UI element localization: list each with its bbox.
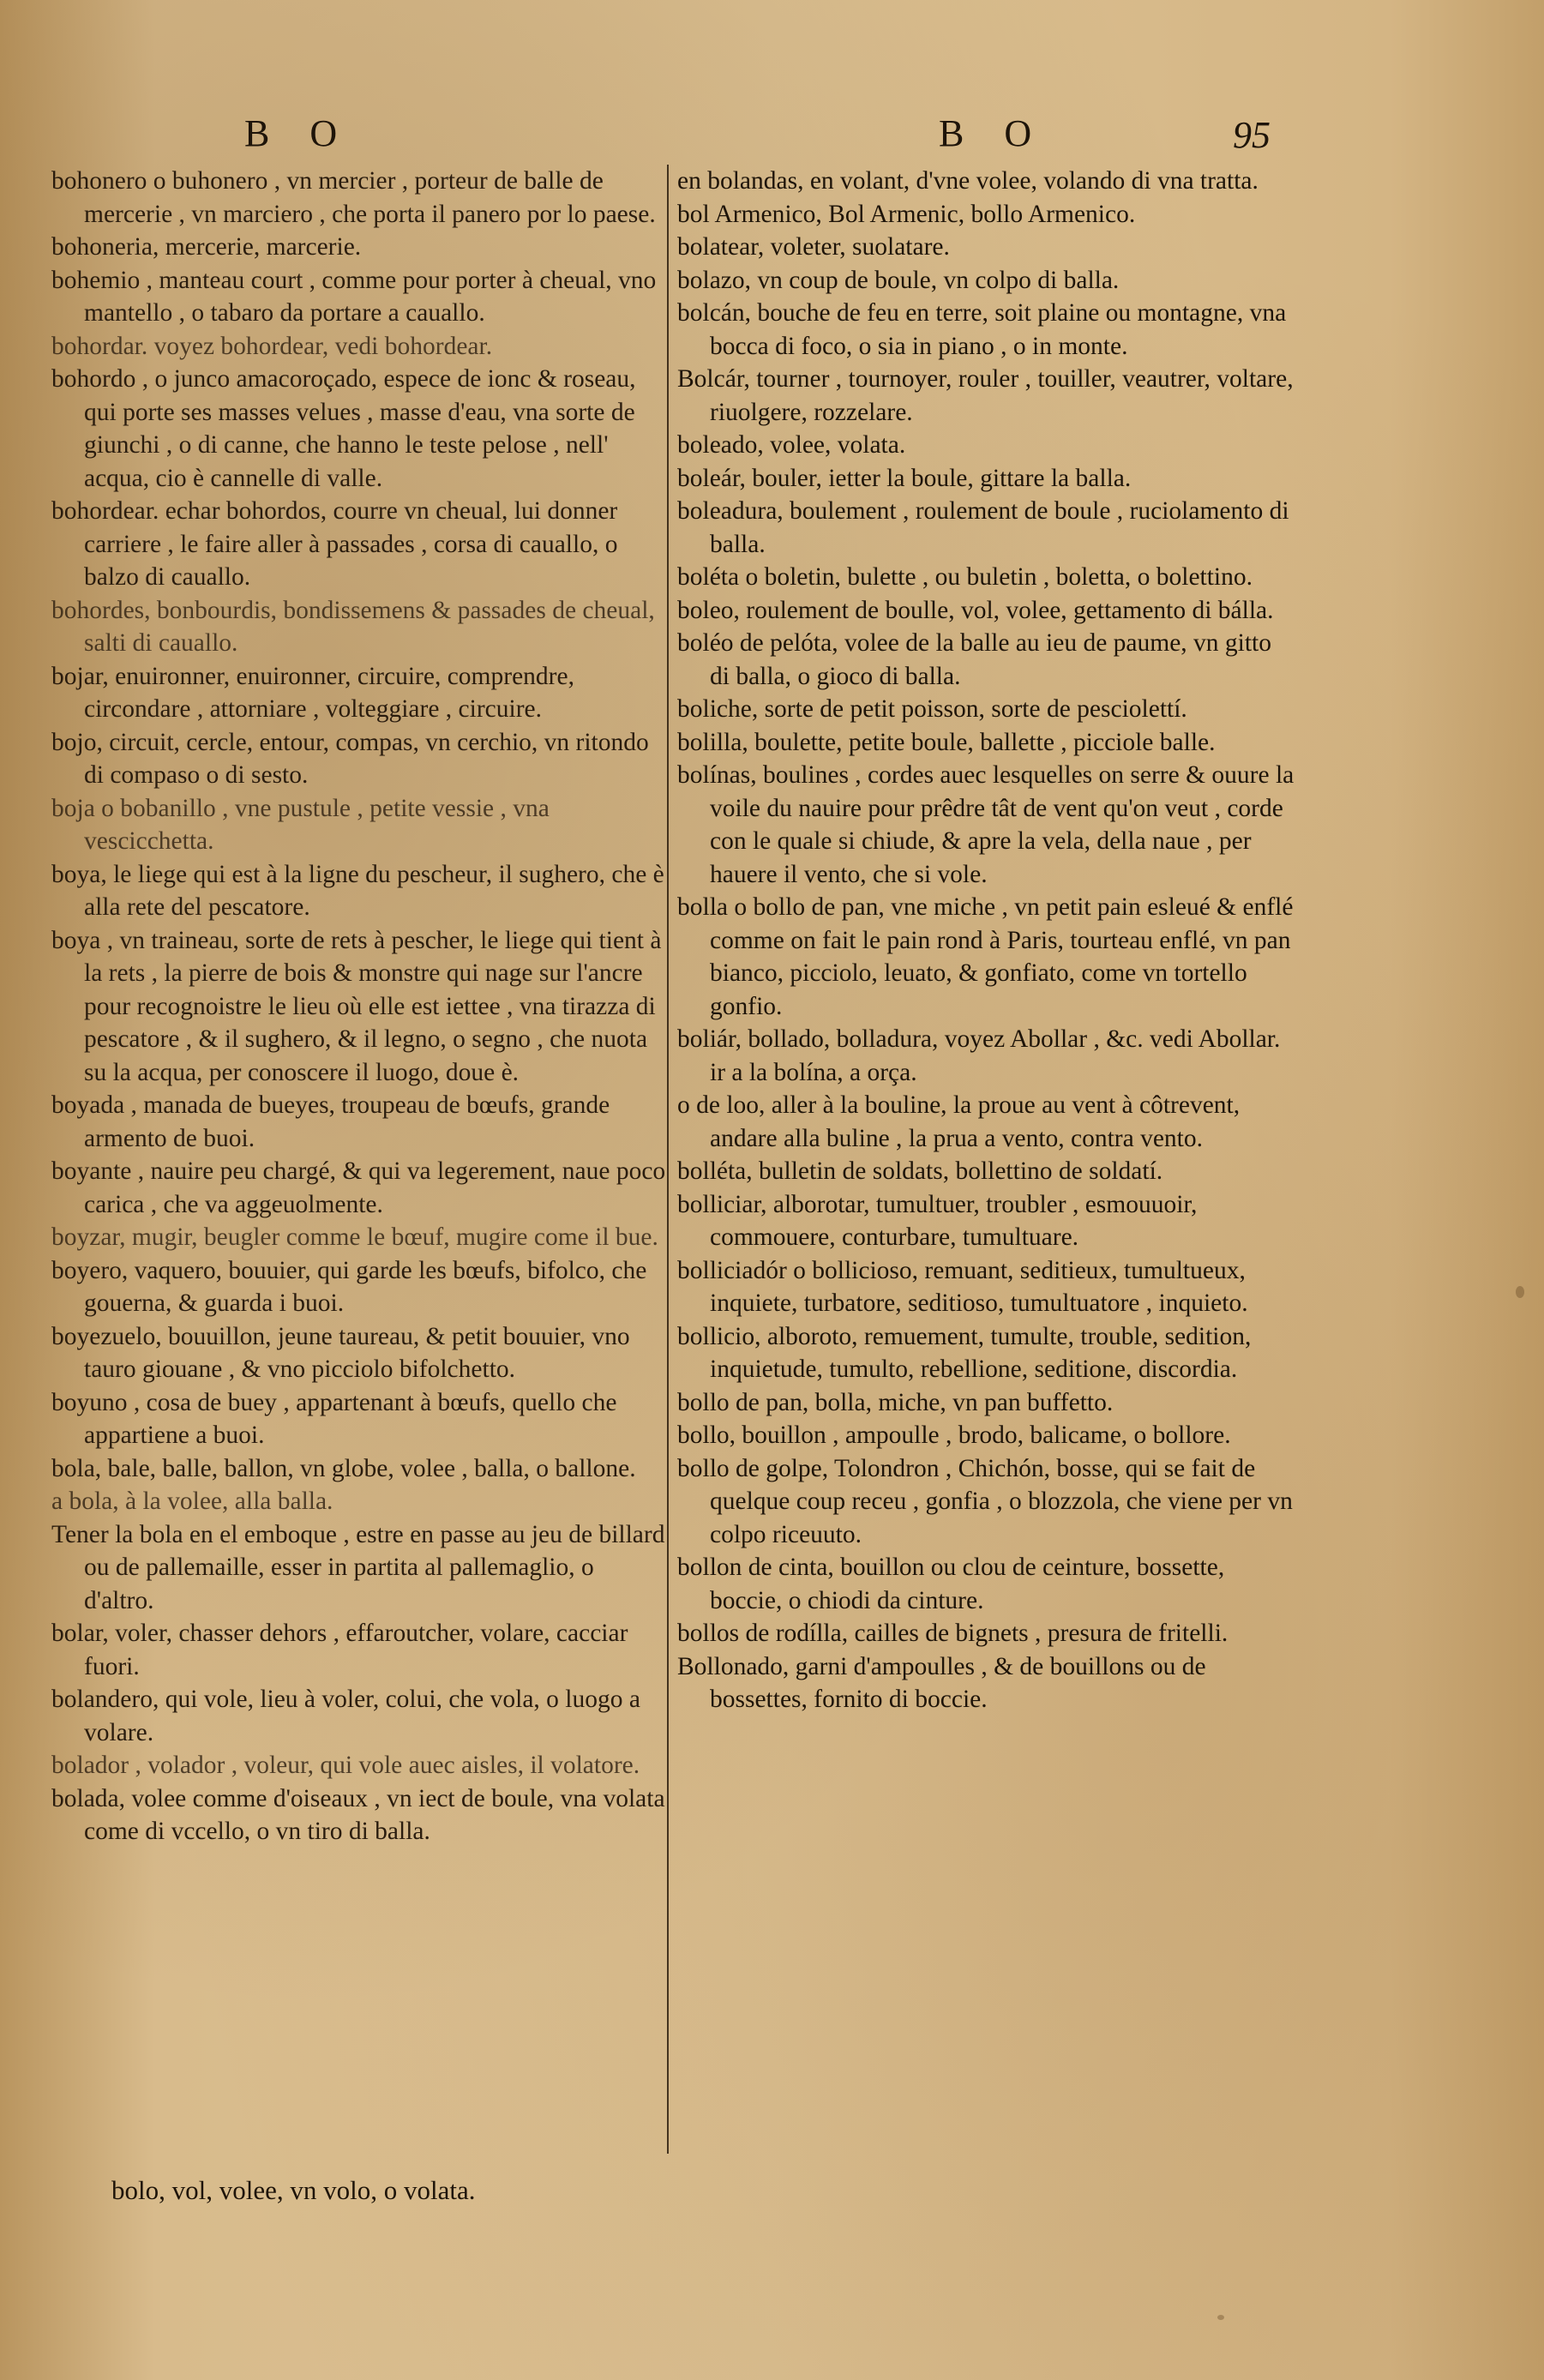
dictionary-entry: boya, le liege qui est à la ligne du pescheur, il sughero, che è alla rete del pescatore. <box>51 860 664 921</box>
dictionary-entry: bolléta, bulletin de soldats, bollettino de soldatí. <box>677 1157 1163 1185</box>
dictionary-entry: boya , vn traineau, sorte de rets à pescher, le liege qui tient à la rets , la pierre de bois & monstre qui nage sur l'ancre pour recognoistre le lieu où elle est iettee , vna tirazza di pescatore , & il sughero, & il legno, o segno , che nuota su la acqua, per conoscere il luogo, doue è. <box>51 926 662 1086</box>
right-column <box>677 165 1295 1716</box>
dictionary-entry: boleadura, boulement , roulement de boule , ruciolamento di balla. <box>677 497 1289 558</box>
dictionary-entry: a bola, à la volee, alla balla. <box>51 1488 333 1515</box>
dictionary-entry: boleár, bouler, ietter la boule, gittare la balla. <box>677 464 1132 492</box>
dictionary-entry: bollo de pan, bolla, miche, vn pan buffetto. <box>677 1388 1114 1416</box>
dictionary-entry: boyante , nauire peu chargé, & qui va legerement, naue poco carica , che va aggeuolmente. <box>51 1157 666 1218</box>
dictionary-entry: bolilla, boulette, petite boule, ballette , picciole balle. <box>677 728 1216 756</box>
dictionary-entry: boliár, bollado, bolladura, voyez Abollar , &c. vedi Abollar. ir a la bolína, a orça. <box>677 1025 1281 1086</box>
dictionary-entry: bolcán, bouche de feu en terre, soit plaine ou montagne, vna bocca di foco, o sia in piano , o in monte. <box>677 299 1287 360</box>
dictionary-entry: bolada, volee comme d'oiseaux , vn iect de boule, vna volata come di vccello, o vn tiro di balla. <box>51 1784 665 1845</box>
dictionary-entry: bolla o bollo de pan, vne miche , vn petit pain esleué & enflé comme on fait le pain rond à Paris, tourteau enflé, vn pan bianco, picciolo, leuato, & gonfiato, come vn tortello gonfio. <box>677 893 1294 1020</box>
dictionary-entry: bolador , volador , voleur, qui vole auec aisles, il volatore. <box>51 1752 640 1779</box>
dictionary-entry: o de loo, aller à la bouline, la proue au vent à côtrevent, andare alla buline , la prua a vento, contra vento. <box>677 1091 1241 1152</box>
dictionary-entry: bohordar. voyez bohordear, vedi bohordear. <box>51 332 493 360</box>
dictionary-entry: bolar, voler, chasser dehors , effaroutcher, volare, cacciar fuori. <box>51 1620 628 1680</box>
paper-stain <box>1217 2315 1224 2320</box>
dictionary-entry: boleado, volee, volata. <box>677 431 906 459</box>
dictionary-entry: bollo, bouillon , ampoulle , brodo, balicame, o bollore. <box>677 1421 1231 1449</box>
dictionary-entry: boja o bobanillo , vne pustule , petite vessie , vna vescicchetta. <box>51 794 550 855</box>
dictionary-entry: bojar, enuironner, enuironner, circuire, comprendre, circondare , attorniare , volteggiare , circuire. <box>51 662 574 723</box>
dictionary-entry: bolliciadór o bollicioso, remuant, seditieux, tumultueux, inquiete, turbatore, seditioso, tumultuatore , inquieto. <box>677 1256 1248 1317</box>
dictionary-entry: boyada , manada de bueyes, troupeau de bœufs, grande armento de buoi. <box>51 1091 610 1152</box>
dictionary-entry: bohordear. echar bohordos, courre vn cheual, lui donner carriere , le faire aller à passades , corsa di cauallo, o balzo di cauallo. <box>51 497 618 591</box>
dictionary-entry: bohemio , manteau court , comme pour porter à cheual, vno mantello , o tabaro da portare a cauallo. <box>51 266 657 327</box>
catchword: bolo, vol, volee, vn volo, o volata. <box>111 2175 476 2205</box>
dictionary-entry: boliche, sorte de petit poisson, sorte de pesciolettí. <box>677 695 1187 723</box>
dictionary-entry: bollo de golpe, Tolondron , Chichón, bosse, qui se fait de quelque coup receu , gonfia , o blozzola, che viene per vn colpo riceuuto. <box>677 1454 1293 1548</box>
dictionary-entry: bolandero, qui vole, lieu à voler, colui, che vola, o luogo a volare. <box>51 1686 640 1746</box>
dictionary-entry: bollicio, alboroto, remuement, tumulte, trouble, sedition, inquietude, tumulto, rebellione, seditione, discordia. <box>677 1322 1252 1383</box>
right-running-header: B O <box>939 112 1048 154</box>
dictionary-entry: bohoneria, mercerie, marcerie. <box>51 233 362 261</box>
dictionary-entry: Tener la bola en el emboque , estre en passe au jeu de billard ou de pallemaille, esser in partita al pallemaglio, o d'altro. <box>51 1520 665 1614</box>
dictionary-entry: bohordes, bonbourdis, bondissemens & passades de cheual, salti di cauallo. <box>51 596 655 657</box>
dictionary-entry: boyuno , cosa de buey , appartenant à bœufs, quello che appartiene a buoi. <box>51 1388 617 1449</box>
left-running-header: B O <box>244 112 353 154</box>
dictionary-entry: boyero, vaquero, bouuier, qui garde les bœufs, bifolco, che gouerna, & guarda i buoi. <box>51 1256 647 1317</box>
dictionary-entry: bolínas, boulines , cordes auec lesquelles on serre & ouure la voile du nauire pour prêdre tât de vent qu'on veut , corde con le quale si chiude, & apre la vela, della naue , per hauere il vento, che si vole. <box>677 761 1295 888</box>
dictionary-entry: Bolcár, tourner , tournoyer, rouler , touiller, veautrer, voltare, riuolgere, rozzelare. <box>677 365 1294 426</box>
page-number: 95 <box>1233 114 1271 156</box>
left-column <box>51 165 669 1848</box>
dictionary-entry: bojo, circuit, cercle, entour, compas, vn cerchio, vn ritondo di compaso o di sesto. <box>51 728 649 789</box>
dictionary-entry: bol Armenico, Bol Armenic, bollo Armenico. <box>677 200 1136 228</box>
dictionary-entry: bohonero o buhonero , vn mercier , porteur de balle de mercerie , vn marciero , che porta il panero por lo paese. <box>51 167 656 228</box>
dictionary-entry: bohordo , o junco amacoroçado, espece de ionc & roseau, qui porte ses masses velues , masse d'eau, vna sorte de giunchi , o di canne, che hanno le teste pelose , nell' acqua, cio è cannelle di valle. <box>51 365 636 492</box>
dictionary-entry: boleo, roulement de boulle, vol, volee, gettamento di bálla. <box>677 596 1274 624</box>
column-rule <box>667 165 669 2154</box>
dictionary-entry: boléo de pelóta, volee de la balle au ieu de paume, vn gitto di balla, o gioco di balla. <box>677 629 1272 690</box>
dictionary-entry: en bolandas, en volant, d'vne volee, volando di vna tratta. <box>677 167 1259 195</box>
dictionary-entry: bollos de rodílla, cailles de bignets , presura de fritelli. <box>677 1620 1229 1647</box>
dictionary-entry: boléta o boletin, bulette , ou buletin , boletta, o bolettino. <box>677 563 1253 591</box>
dictionary-entry: boyezuelo, bouuillon, jeune taureau, & petit bouuier, vno tauro giouane , & vno picciolo bifolchetto. <box>51 1322 630 1383</box>
paper-stain <box>1516 1286 1524 1298</box>
dictionary-entry: Bollonado, garni d'ampoulles , & de bouillons ou de bossettes, fornito di boccie. <box>677 1652 1206 1713</box>
dictionary-entry: bola, bale, balle, ballon, vn globe, volee , balla, o ballone. <box>51 1454 636 1482</box>
dictionary-entry: bollon de cinta, bouillon ou clou de ceinture, bossette, boccie, o chiodi da cinture. <box>677 1554 1225 1614</box>
dictionary-entry: boyzar, mugir, beugler comme le bœuf, mugire come il bue. <box>51 1223 658 1251</box>
dictionary-entry: bolliciar, alborotar, tumultuer, troubler , esmouuoir, commouere, conturbare, tumultuare. <box>677 1190 1198 1251</box>
dictionary-entry: bolatear, voleter, suolatare. <box>677 233 950 261</box>
dictionary-entry: bolazo, vn coup de boule, vn colpo di balla. <box>677 266 1120 294</box>
